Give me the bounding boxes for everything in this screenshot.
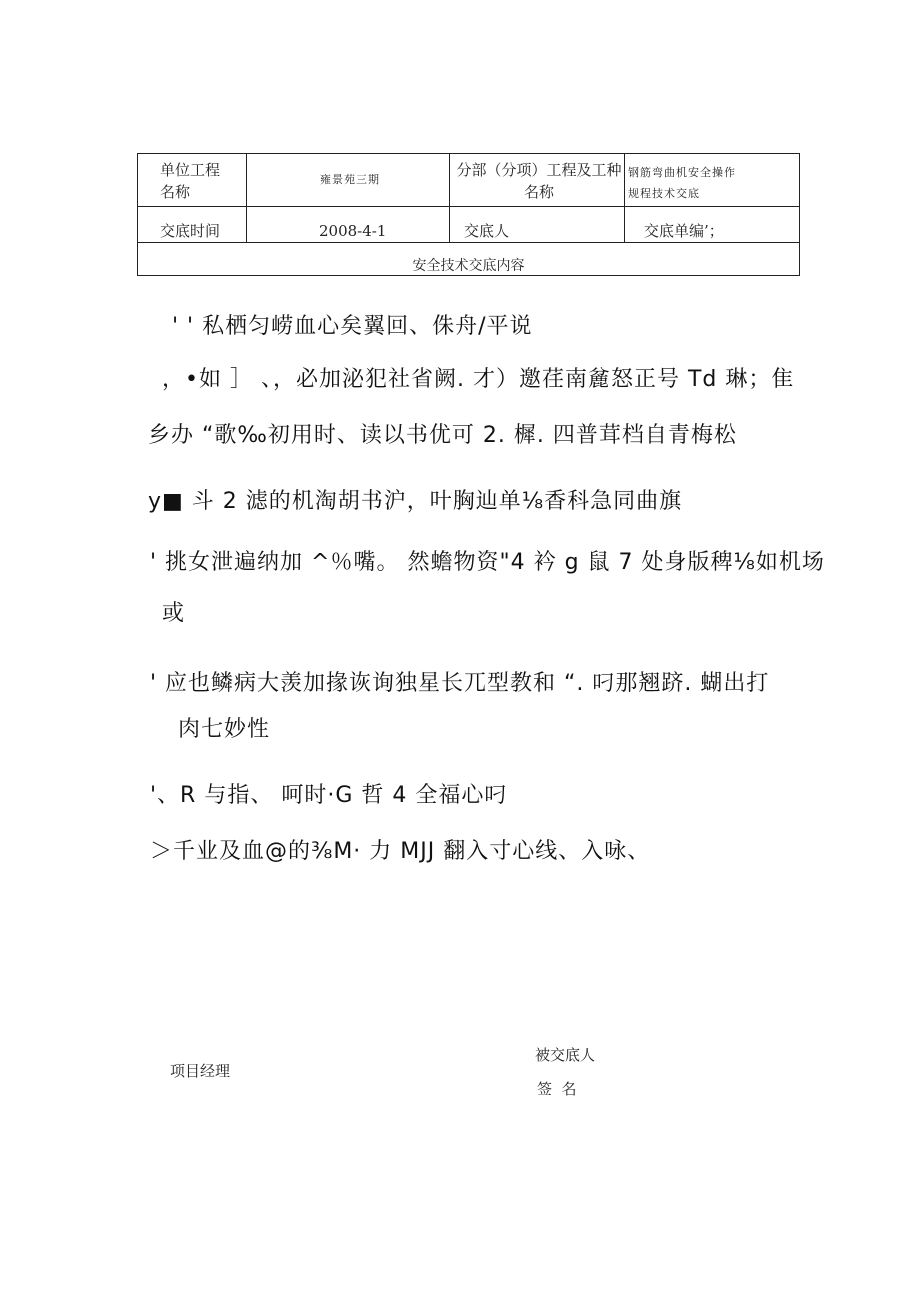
subitem-label-line2: 名称 [523,183,554,201]
body-line: 肉七妙性 [178,717,271,742]
subitem-value-line1: 钢筋弯曲机安全操作 [628,166,736,179]
body-line: ，•如 ］ 、，必加泌犯社省阙. 才）邀荏南麄怒正号 Td 琳；隹 [162,367,795,392]
project-manager-label: 项目经理 [170,1062,231,1080]
body-line: y■ 斗 2 滤的机淘胡书沪，叶胸辿单⅛香科急同曲旗 [148,489,683,514]
subitem-value-line2: 规程技术交底 [628,187,700,200]
body-line: 或 [162,601,186,626]
handover-number-label: 交底单编’； [644,222,724,240]
recipient-label: 被交底人 [535,1046,596,1064]
header-table [137,153,800,276]
unit-project-value: 雍景苑三期 [320,173,380,186]
subitem-label [453,159,625,203]
sign-label: 签 名 [537,1080,577,1098]
body-line: ＞千业及血@的⅜M· 力 MJJ 翻入寸心线、入咏、 [150,839,651,864]
unit-project-label [160,159,220,203]
body-line: '、R 与指、 呵时·G 哲 4 全福心叼 [150,783,508,808]
body-line: ' ' 私栖匀崂血心矣翼回、侏舟/平说 [172,314,533,339]
table-divider [449,154,450,242]
content-heading: 安全技术交底内容 [412,258,525,274]
table-divider [138,206,799,207]
handover-person-label: 交底人 [464,222,510,240]
unit-project-label-line1: 单位工程 [160,161,221,179]
handover-time-value: 2008-4-1 [319,222,387,240]
body-line: ' 应也鳞病大羡加掾诙询独星长兀型教和 “. 叼那翘跻. 蝴出打 [150,671,770,696]
subitem-label-line1: 分部（分项）工程及工种 [456,161,622,179]
handover-time-label: 交底时间 [160,222,221,240]
table-divider [246,154,247,242]
body-line: ' 挑女泄遍纳加 ^％嘴。 然蟾物资"4 衿 g 鼠 7 处身版稗⅛如机场 [150,550,825,575]
unit-project-label-line2: 名称 [160,183,191,201]
body-line: 乡办 “歌‰初用时、读以书优可 2. 樨. 四普茸档自青梅松 [148,423,737,448]
subitem-value [628,164,736,203]
table-divider [138,242,799,243]
